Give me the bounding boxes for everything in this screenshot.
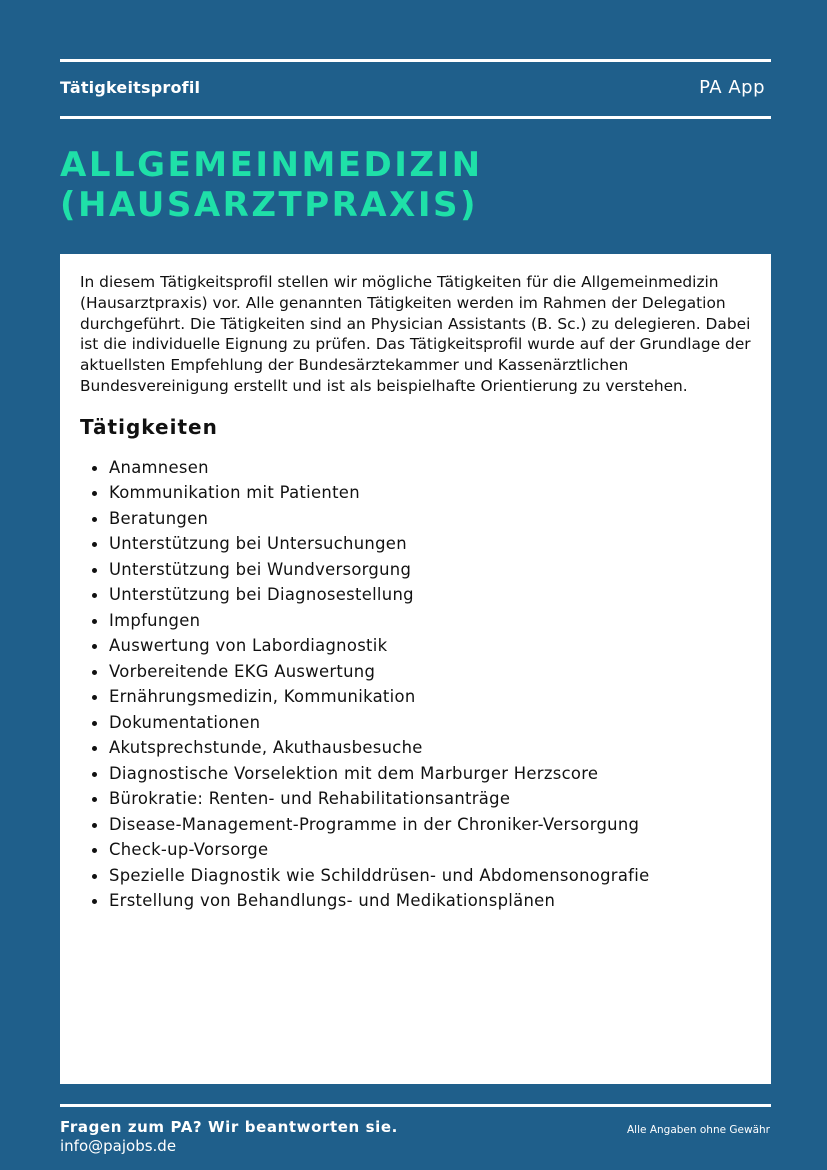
task-item: Akutsprechstunde, Akuthausbesuche bbox=[80, 735, 751, 761]
section-heading: Tätigkeiten bbox=[80, 414, 218, 439]
task-item: Erstellung von Behandlungs- und Medikationsplänen bbox=[80, 888, 751, 914]
task-item: Diagnostische Vorselektion mit dem Marburger Herzscore bbox=[80, 761, 751, 787]
task-item: Vorbereitende EKG Auswertung bbox=[80, 659, 751, 685]
footer-email-link[interactable]: info@pajobs.de bbox=[60, 1137, 177, 1155]
footer-cta: Fragen zum PA? Wir beantworten sie. bbox=[60, 1118, 398, 1136]
header-top-divider bbox=[60, 59, 771, 62]
content-card bbox=[60, 254, 771, 1084]
header-brand: PA App bbox=[699, 77, 765, 98]
task-item: Kommunikation mit Patienten bbox=[80, 480, 751, 506]
task-item: Bürokratie: Renten- und Rehabilitationsanträge bbox=[80, 786, 751, 812]
task-item: Spezielle Diagnostik wie Schilddrüsen- und Abdomensonografie bbox=[80, 863, 751, 889]
footer-disclaimer: Alle Angaben ohne Gewähr bbox=[627, 1124, 770, 1136]
task-list bbox=[80, 455, 751, 914]
intro-paragraph: In diesem Tätigkeitsprofil stellen wir mögliche Tätigkeiten für die Allgemeinmedizin (Hausarztpraxis) vor. Alle genannten Tätigkeiten werden im Rahmen der Delegation durchgeführt. Die Tätigkeiten sind an Physician Assistants (B. Sc.) zu delegieren. Dabei ist die individuelle Eignung zu prüfen. Das Tätigkeitsprofil wurde auf der Grundlage der aktuellsten Empfehlung der Bundesärztekammer und Kassenärztlichen Bundesvereinigung erstellt und ist als beispielhafte Orientierung zu verstehen. bbox=[80, 273, 751, 395]
header-bottom-divider bbox=[60, 116, 771, 119]
task-item: Unterstützung bei Diagnosestellung bbox=[80, 582, 751, 608]
task-item: Check-up-Vorsorge bbox=[80, 837, 751, 863]
header-label: Tätigkeitsprofil bbox=[60, 78, 201, 97]
task-item: Unterstützung bei Wundversorgung bbox=[80, 557, 751, 583]
task-item: Beratungen bbox=[80, 506, 751, 532]
task-item: Ernährungsmedizin, Kommunikation bbox=[80, 684, 751, 710]
task-item: Auswertung von Labordiagnostik bbox=[80, 633, 751, 659]
task-item: Unterstützung bei Untersuchungen bbox=[80, 531, 751, 557]
footer-divider bbox=[60, 1104, 771, 1107]
task-item: Anamnesen bbox=[80, 455, 751, 481]
page-title: ALLGEMEINMEDIZIN (HAUSARZTPRAXIS) bbox=[60, 145, 483, 225]
task-item: Dokumentationen bbox=[80, 710, 751, 736]
task-item: Impfungen bbox=[80, 608, 751, 634]
task-item: Disease-Management-Programme in der Chroniker-Versorgung bbox=[80, 812, 751, 838]
